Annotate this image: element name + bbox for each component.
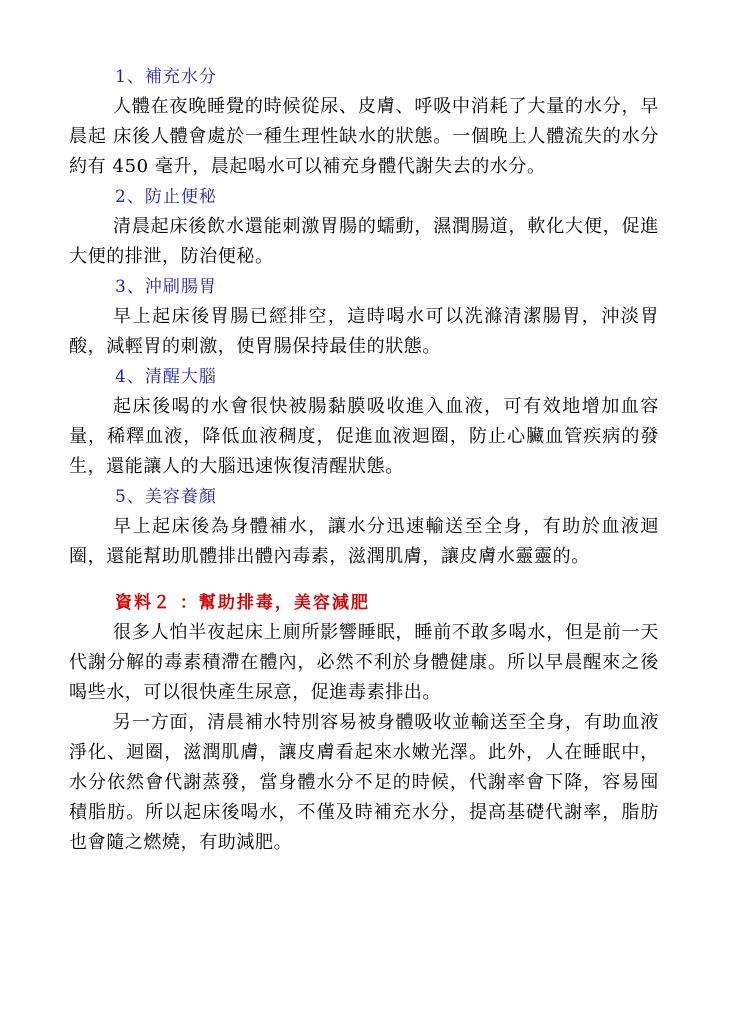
section-heading-beauty: 5、美容養顏 bbox=[115, 487, 217, 507]
section-heading-hydration: 1、補充水分 bbox=[115, 67, 217, 87]
data2-paragraph-2: 另一方面，清晨補水特別容易被身體吸收並輸送至全身，有助血液淨化、迴圈，滋潤肌膚，讓皮膚看起來水嫩光澤。此外，人在睡眠中，水分依然會代謝蒸發，當身體水分不足的時候，代謝率會下降，容易囤積脂肪。所以起床後喝水，不僅及時補充水分，提高基礎代謝率，脂肪也會隨之燃燒，有助減肥。 bbox=[69, 712, 659, 853]
section-body-hydration: 人體在夜晚睡覺的時候從尿、皮膚、呼吸中消耗了大量的水分，早晨起 床後人體會處於一種生理性缺水的狀態。一個晚上人體流失的水分約有 450 毫升，晨起喝水可以補充身體代謝失去的水分。 bbox=[69, 96, 659, 177]
section-heading-brain: 4、清醒大腦 bbox=[115, 367, 217, 387]
section-body-beauty: 早上起床後為身體補水，讓水分迅速輸送至全身，有助於血液迴圈，還能幫助肌體排出體內毒素，滋潤肌膚，讓皮膚水靈靈的。 bbox=[69, 516, 659, 567]
data2-paragraph-1: 很多人怕半夜起床上廁所影響睡眠，睡前不敢多喝水，但是前一天代謝分解的毒素積滯在體內，必然不利於身體健康。所以早晨醒來之後喝些水，可以很快產生尿意，促進毒素排出。 bbox=[69, 622, 659, 703]
data2-heading: 資料２ ：幫助排毒，美容減肥 bbox=[115, 593, 370, 613]
section-body-stomach: 早上起床後胃腸已經排空，這時喝水可以洗滌清潔腸胃，沖淡胃酸，減輕胃的刺激，使胃腸保持最佳的狀態。 bbox=[69, 306, 659, 357]
section-body-brain: 起床後喝的水會很快被腸黏膜吸收進入血液，可有效地增加血容量，稀釋血液，降低血液稠度，促進血液迴圈，防止心臟血管疾病的發生，還能讓人的大腦迅速恢復清醒狀態。 bbox=[69, 396, 659, 477]
document-content bbox=[69, 62, 659, 858]
section-spacer bbox=[69, 572, 659, 588]
section-heading-stomach: 3、沖刷腸胃 bbox=[115, 277, 217, 297]
section-heading-constipation: 2、防止便秘 bbox=[115, 187, 217, 207]
section-body-constipation: 清晨起床後飲水還能刺激胃腸的蠕動，濕潤腸道，軟化大便，促進大便的排泄，防治便秘。 bbox=[69, 216, 659, 267]
